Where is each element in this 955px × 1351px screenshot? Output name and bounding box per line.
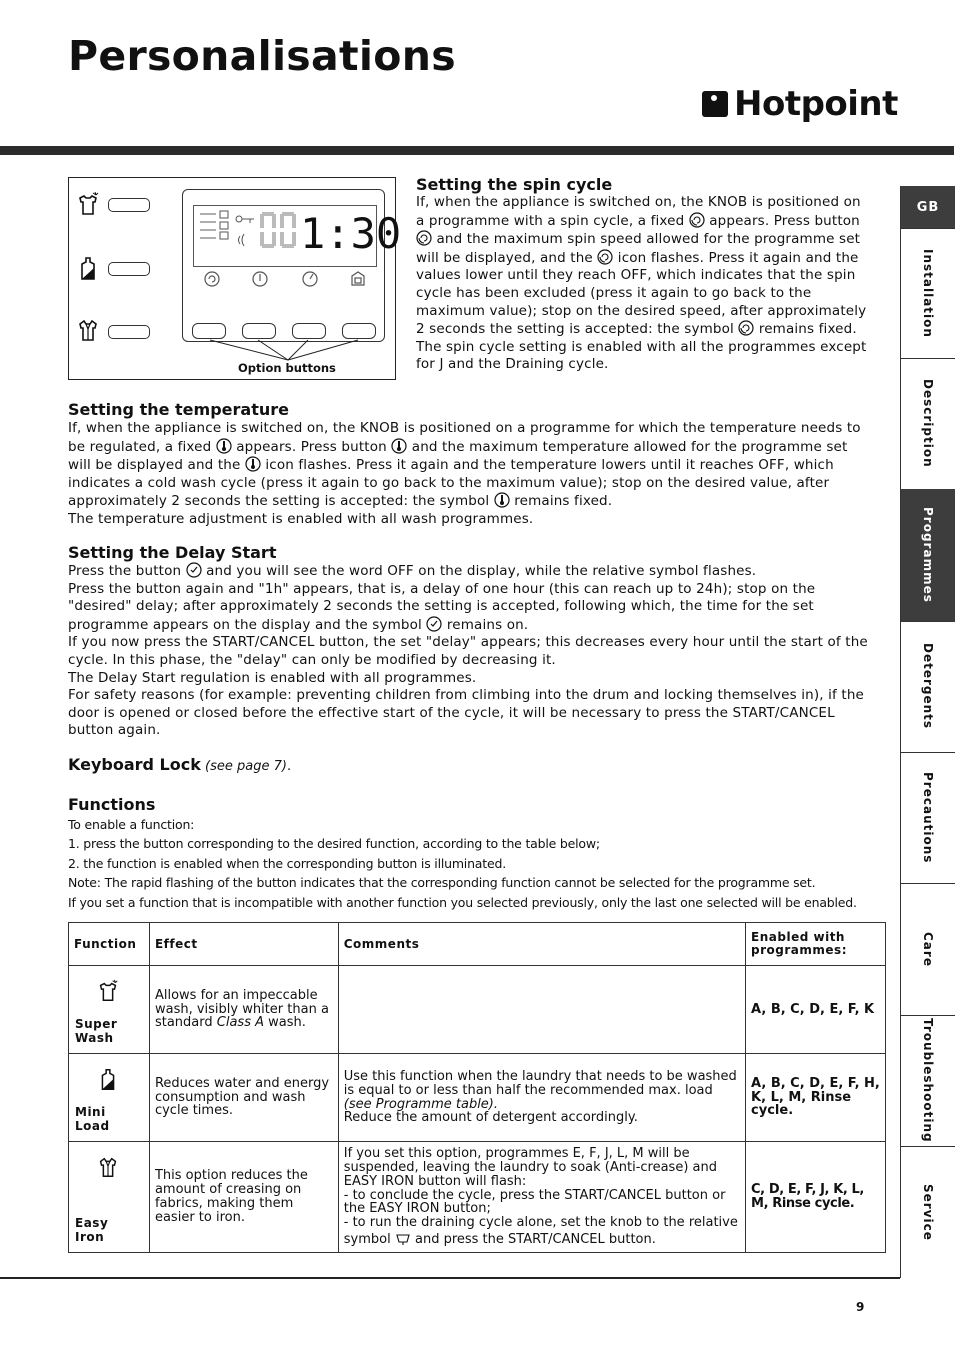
header-comments: Comments bbox=[338, 923, 745, 966]
function-name-line1: Super bbox=[75, 1017, 118, 1031]
tab-installation[interactable] bbox=[901, 228, 955, 359]
lcd-screen bbox=[193, 205, 402, 267]
function-name bbox=[75, 1017, 117, 1045]
delay-text-7: For safety reasons (for example: preventing children from climbing into the drum and locking themselves in), if the door is opened or closed before the effective start of the cycle, it will be necessary to press the START/CANCEL button again. bbox=[68, 687, 865, 739]
functions-text bbox=[68, 815, 868, 912]
delay-text bbox=[68, 562, 868, 740]
temperature-text-3: and the maximum temperature allowed for the programme set will be displayed and the bbox=[68, 438, 848, 474]
function-name-line2: Wash bbox=[75, 1031, 114, 1045]
comment-text: If you set this option, programmes E, F, J, L, M will be suspended, leaving the laundry to soak (Anti-crease) and EASY IRON button will flash: bbox=[343, 1146, 717, 1189]
keyboard-lock-heading: Keyboard Lock bbox=[68, 755, 201, 774]
function-name bbox=[75, 1216, 108, 1244]
table-row bbox=[69, 1142, 886, 1253]
temperature-text-1: If, when the appliance is switched on, the KNOB is positioned on a programme for which the temperature needs to be regulated, a fixed bbox=[68, 420, 861, 455]
delay-text-3: Press the button again and "1h" appears, that is, a delay of one hour (this can reach up to 24h); stop on the "desired" delay; after approximately 2 seconds the setting is accepted, following which, the time for the set programme appears on the display and the symbol bbox=[68, 580, 816, 633]
functions-heading: Functions bbox=[68, 795, 156, 814]
comments-cell bbox=[338, 966, 745, 1054]
spin-text bbox=[416, 194, 872, 374]
enabled-cell: A, B, C, D, E, F, H, K, L, M, Rinse cycle. bbox=[746, 1054, 886, 1142]
effect-cell: This option reduces the amount of creasing on fabrics, making them easier to iron. bbox=[149, 1142, 338, 1253]
lcd-indicators bbox=[194, 206, 402, 266]
tab-care[interactable] bbox=[901, 883, 955, 1016]
easy-iron-icon bbox=[95, 1154, 121, 1180]
function-name-line2: Load bbox=[75, 1119, 110, 1133]
header-enabled: Enabled with programmes: bbox=[746, 923, 886, 966]
comment-text: - to conclude the cycle, press the START/CANCEL button or the EASY IRON button; bbox=[343, 1187, 726, 1217]
functions-line: 1. press the button corresponding to the desired function, according to the table below; bbox=[68, 836, 600, 852]
tab-detergents-label: Detergents bbox=[921, 643, 935, 730]
spin-text-5: remains fixed. The spin cycle setting is enabled with all the programmes except for J and the Draining cycle. bbox=[416, 321, 867, 373]
spin-text-3: and the maximum spin speed allowed for the programme set will be displayed, and the bbox=[416, 231, 861, 266]
tab-programmes-label: Programmes bbox=[921, 507, 935, 603]
table-row bbox=[69, 1054, 886, 1142]
option-button-temperature[interactable] bbox=[242, 323, 276, 339]
option-button-delay[interactable] bbox=[292, 323, 326, 339]
comment-text-end: Reduce the amount of detergent accordingly. bbox=[343, 1110, 638, 1126]
keyboard-lock-note: (see page 7) bbox=[205, 759, 287, 774]
tab-troubleshooting-label: Troubleshooting bbox=[921, 1018, 935, 1143]
option-button-lock[interactable] bbox=[342, 323, 376, 339]
tab-precautions-label: Precautions bbox=[921, 771, 935, 864]
effect-text-end: wash. bbox=[268, 1015, 306, 1031]
easy-iron-button[interactable] bbox=[108, 325, 150, 339]
tab-gb-label: GB bbox=[916, 199, 940, 215]
enabled-cell: C, D, E, F, J, K, L, M, Rinse cycle. bbox=[746, 1142, 886, 1253]
function-name-line2: Iron bbox=[75, 1230, 105, 1244]
spin-text-1: If, when the appliance is switched on, the KNOB is positioned on a programme with a spin cycle, a fixed bbox=[416, 194, 861, 229]
delay-text-1: Press the button bbox=[68, 563, 182, 579]
mini-load-icon bbox=[95, 1066, 121, 1092]
comments-cell bbox=[338, 1054, 745, 1142]
tab-service[interactable] bbox=[901, 1146, 955, 1278]
drain-icon bbox=[395, 1230, 411, 1246]
temperature-text bbox=[68, 420, 868, 529]
brand-name: Hotpoint bbox=[734, 84, 898, 124]
footer-rule bbox=[0, 1277, 900, 1279]
spin-icon bbox=[689, 212, 705, 228]
function-cell-super-wash bbox=[69, 966, 150, 1054]
table-row bbox=[69, 966, 886, 1054]
effect-cell: Reduces water and energy consumption and wash cycle times. bbox=[149, 1054, 338, 1142]
tab-programmes[interactable] bbox=[901, 489, 955, 622]
effect-emphasis: Class A bbox=[216, 1015, 265, 1031]
table-header-row bbox=[69, 923, 886, 966]
tab-installation-label: Installation bbox=[921, 248, 935, 338]
lcd-time: 1:30 bbox=[300, 209, 402, 258]
super-wash-icon bbox=[95, 978, 121, 1004]
section-sidebar bbox=[900, 186, 955, 1278]
display-symbols-row bbox=[200, 268, 380, 290]
function-name-line1: Easy bbox=[75, 1216, 109, 1230]
enabled-cell: A, B, C, D, E, F, K bbox=[746, 966, 886, 1054]
tab-troubleshooting[interactable] bbox=[901, 1015, 955, 1147]
tab-service-label: Service bbox=[921, 1183, 935, 1241]
page-number: 9 bbox=[856, 1300, 865, 1314]
tab-description[interactable] bbox=[901, 358, 955, 490]
delay-text-2: and you will see the word OFF on the display, while the relative symbol flashes. bbox=[206, 563, 757, 579]
comment-text: - to run the draining cycle alone, set the knob to the relative symbol bbox=[343, 1215, 738, 1247]
option-buttons-caption: Option buttons bbox=[238, 361, 336, 375]
delay-text-5: If you now press the START/CANCEL button, the set "delay" appears; this decreases every hour until the start of the cycle. In this phase, the "delay" can only be modified by decreasing it. bbox=[68, 634, 868, 668]
easy-iron-icon bbox=[74, 316, 102, 344]
temperature-text-6: The temperature adjustment is enabled with all wash programmes. bbox=[68, 510, 534, 527]
temperature-icon bbox=[245, 456, 261, 472]
functions-line: To enable a function: bbox=[68, 817, 195, 832]
tab-care-label: Care bbox=[921, 931, 935, 967]
header-function: Function bbox=[69, 923, 150, 966]
brand-logo bbox=[702, 84, 898, 124]
function-cell-easy-iron bbox=[69, 1142, 150, 1253]
temperature-text-4: icon flashes. Press it again and the temperature lowers until it reaches OFF, which indicates a cold wash cycle (press it again to go back to the maximum value); stop on the desired value, after approximately 2 seconds the setting is accepted: the symbol bbox=[68, 457, 834, 510]
temperature-icon bbox=[216, 438, 232, 454]
delay-text-6: The Delay Start regulation is enabled with all programmes. bbox=[68, 669, 477, 686]
super-wash-icon bbox=[74, 190, 102, 218]
function-name-line1: Mini bbox=[75, 1105, 106, 1119]
spin-text-2: appears. Press button bbox=[709, 212, 860, 229]
header-rule bbox=[0, 146, 954, 155]
delay-heading: Setting the Delay Start bbox=[68, 543, 277, 562]
comment-text: and press the START/CANCEL button. bbox=[414, 1231, 656, 1247]
temperature-text-2: appears. Press button bbox=[236, 438, 387, 455]
page-title: Personalisations bbox=[68, 32, 456, 80]
spin-heading: Setting the spin cycle bbox=[416, 175, 613, 194]
functions-line: Note: The rapid flashing of the button indicates that the corresponding function cannot be selected for the programme set. bbox=[68, 875, 816, 891]
option-buttons-pointers bbox=[200, 338, 370, 362]
delay-start-icon bbox=[186, 562, 202, 578]
effect-cell bbox=[149, 966, 338, 1054]
tab-precautions[interactable] bbox=[901, 752, 955, 884]
temperature-text-5: remains fixed. bbox=[514, 493, 613, 510]
spin-text-4: icon flashes. Press it again and the values lower until they reach OFF, which indicates that the spin cycle has been excluded (press it again to go back to the maximum value); stop on the desired speed, after approximately 2 seconds the setting is accepted: the symbol bbox=[416, 249, 867, 338]
comment-emphasis: (see Programme table). bbox=[343, 1096, 499, 1112]
super-wash-button[interactable] bbox=[108, 198, 150, 212]
temperature-icon bbox=[494, 492, 510, 508]
spin-icon bbox=[597, 249, 613, 265]
delay-text-4: remains on. bbox=[446, 616, 529, 633]
option-button-spin[interactable] bbox=[192, 323, 226, 339]
function-name bbox=[75, 1105, 110, 1133]
comment-text: Use this function when the laundry that needs to be washed is equal to or less than half the recommended max. load bbox=[343, 1068, 737, 1098]
keyboard-lock-end: . bbox=[286, 759, 292, 774]
tab-description-label: Description bbox=[921, 379, 935, 468]
effect-text: Allows for an impeccable wash, visibly whiter than a standard bbox=[154, 987, 329, 1031]
mini-load-button[interactable] bbox=[108, 262, 150, 276]
tab-detergents[interactable] bbox=[901, 621, 955, 753]
delay-start-icon bbox=[426, 616, 442, 632]
spin-icon bbox=[416, 230, 432, 246]
functions-line: 2. the function is enabled when the corresponding button is illuminated. bbox=[68, 855, 506, 871]
mini-load-icon bbox=[74, 254, 102, 282]
functions-line: If you set a function that is incompatible with another function you selected previously, only the last one selected will be enabled. bbox=[68, 894, 857, 910]
temperature-heading: Setting the temperature bbox=[68, 400, 289, 419]
header-effect: Effect bbox=[149, 923, 338, 966]
hotpoint-logo-mark bbox=[702, 91, 728, 117]
spin-icon bbox=[738, 320, 754, 336]
comments-cell bbox=[338, 1142, 745, 1253]
tab-gb[interactable] bbox=[901, 186, 955, 229]
functions-table bbox=[68, 922, 886, 1253]
function-cell-mini-load bbox=[69, 1054, 150, 1142]
keyboard-lock bbox=[68, 755, 291, 774]
temperature-icon bbox=[391, 438, 407, 454]
